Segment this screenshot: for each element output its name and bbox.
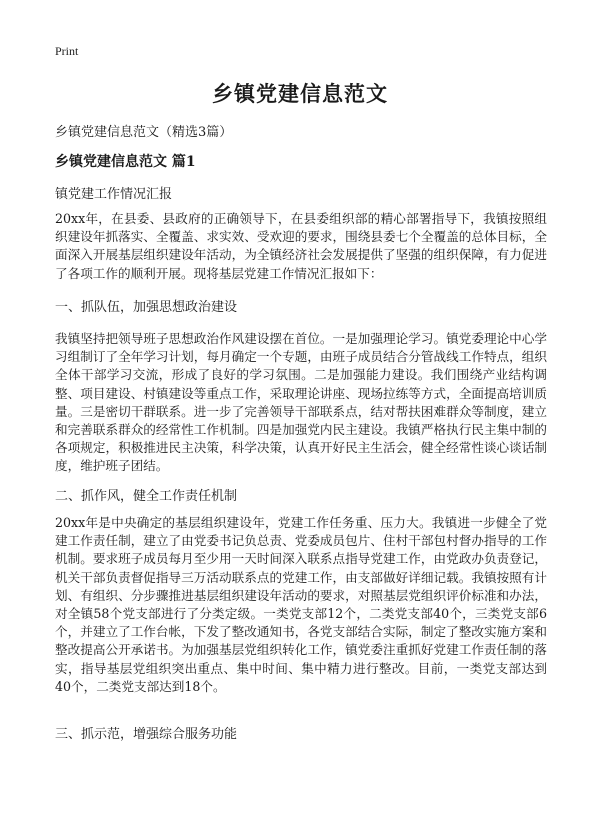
section-heading-2: 二、抓作风，健全工作责任机制 bbox=[55, 489, 238, 504]
report-title: 镇党建工作情况汇报 bbox=[55, 187, 173, 202]
paragraph-intro: 20xx年，在县委、县政府的正确领导下，在县委组织部的精心部署指导下，我镇按照组织建设年抓落实、全覆盖、求实效、受欢迎的要求，围绕县委七个全覆盖的总体目标，全面深入开展基层组织建设年活动，为全镇经济社会发展提供了坚强的组织保障，有力促进了各项工作的顺利开展。现将基层党建工作情况汇报如下： bbox=[55, 211, 547, 281]
paragraph-section-1: 我镇坚持把领导班子思想政治作风建设摆在首位。一是加强理论学习。镇党委理论中心学习组制订了全年学习计划，每月确定一个专题，由班子成员结合分管战线工作特点，组织全体干部学习交流，形成了良好的学习氛围。二是加强能力建设。我们围绕产业结构调整、项目建设、村镇建设等重点工作，采取理论讲座、现场拉练等方式，全面提高培训质量。三是密切干群联系。进一步了完善领导干部联系点，结对帮扶困难群众等制度，建立和完善联系群众的经常性工作机制。四是加强党内民主建设。我镇严格执行民主集中制的各项规定，积极推进民主决策，科学决策，认真开好民主生活会，健全经常性谈心谈话制度，维护班子团结。 bbox=[55, 331, 547, 474]
section-heading-3: 三、抓示范，增强综合服务功能 bbox=[55, 727, 238, 742]
chapter-heading: 乡镇党建信息范文 篇1 bbox=[55, 154, 196, 170]
document-subtitle: 乡镇党建信息范文（精选3篇） bbox=[55, 125, 233, 140]
paragraph-section-2: 20xx年是中央确定的基层组织建设年，党建工作任务重、压力大。我镇进一步健全了党建工作责任制，建立了由党委书记负总责、党委成员包片、住村干部包村督办指导的工作机制。要求班子成员每月至少用一天时间深入联系点指导党建工作，由党政办负责登记，机关干部负责督促指导三万活动联系点的党建工作，由支部做好详细记载。我镇按照有计划、有组织、分步骤推进基层组织建设年活动的要求，对照基层党组织评价标准和办法，对全镇58个党支部进行了分类定级。一类党支部12个，二类党支部40个，三类党支部6个，并建立了工作台帐，下发了整改通知书，各党支部结合实际，制定了整改实施方案和整改提高公开承诺书。为加强基层党组织转化工作，镇党委注重抓好党建工作责任制的落实，指导基层党组织突出重点、集中时间、集中精力进行整改。目前，一类党支部达到40个，二类党支部达到18个。 bbox=[55, 515, 547, 694]
document-title: 乡镇党建信息范文 bbox=[212, 81, 388, 106]
section-heading-1: 一、抓队伍，加强思想政治建设 bbox=[55, 300, 238, 315]
print-link[interactable]: Print bbox=[55, 44, 79, 58]
